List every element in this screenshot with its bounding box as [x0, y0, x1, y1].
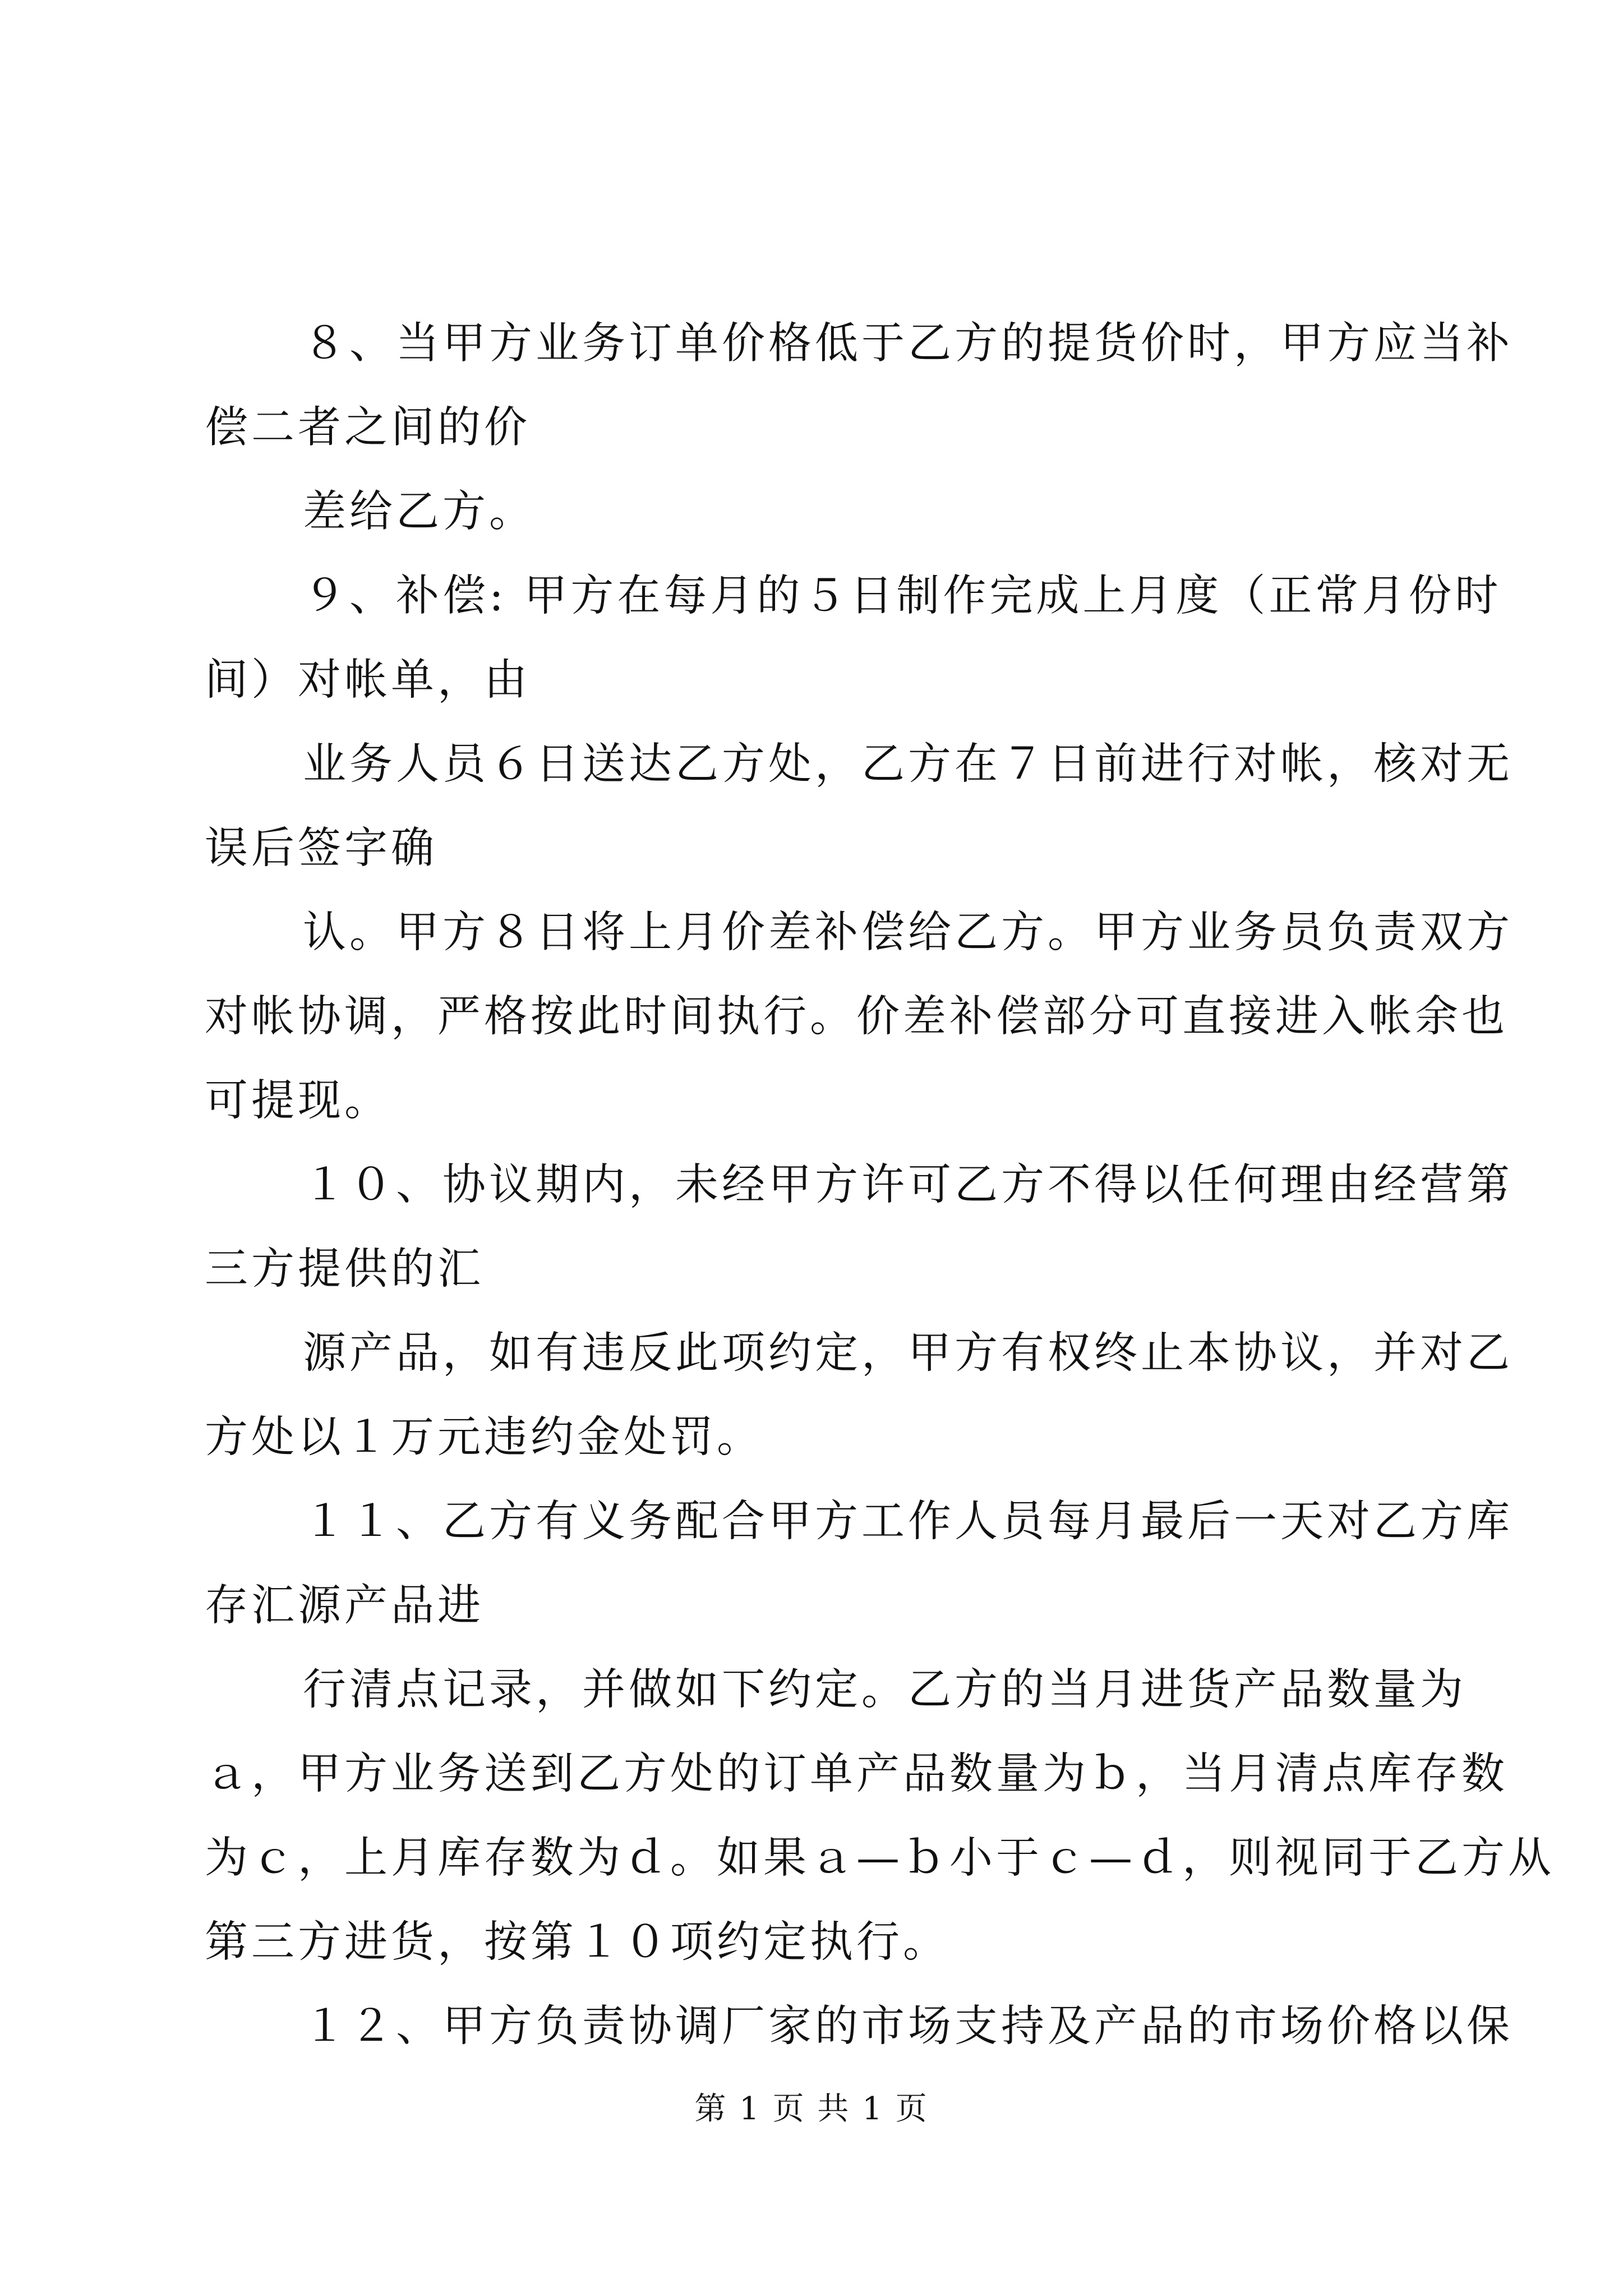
text-line: 差给乙方。 [303, 487, 536, 537]
text-line: 间）对帐单，由 [205, 655, 531, 705]
text-line: 误后签字确 [205, 823, 437, 873]
text-line: 业务人员６日送达乙方处，乙方在７日前进行对帐，核对无 [303, 739, 1513, 789]
text-line: 可提现。 [205, 1076, 391, 1126]
text-line: 认。甲方８日将上月价差补偿给乙方。甲方业务员负责双方 [303, 908, 1513, 958]
page-number: 第 1 页 共 1 页 [694, 2091, 929, 2127]
text-line: ８、当甲方业务订单价格低于乙方的提货价时，甲方应当补 [303, 319, 1513, 369]
text-line: ａ，甲方业务送到乙方处的订单产品数量为ｂ，当月清点库存数 [205, 1749, 1508, 1799]
text-line: １１、乙方有义务配合甲方工作人员每月最后一天对乙方库 [303, 1497, 1513, 1547]
text-line: 为ｃ，上月库存数为ｄ。如果ａ—ｂ小于ｃ—ｄ，则视同于乙方从 [205, 1833, 1555, 1883]
page-footer [0, 2090, 1623, 2129]
text-line: 第三方进货，按第１０项约定执行。 [205, 1917, 949, 1967]
text-line: １２、甲方负责协调厂家的市场支持及产品的市场价格以保 [303, 2001, 1513, 2051]
text-line: 对帐协调，严格按此时间执行。价差补偿部分可直接进入帐余也 [205, 992, 1508, 1042]
text-line: 方处以１万元违约金处罚。 [205, 1412, 763, 1462]
text-line: 源产品，如有违反此项约定，甲方有权终止本协议，并对乙 [303, 1328, 1513, 1378]
text-line: 偿二者之间的价 [205, 403, 531, 453]
text-line: ９、补偿: 甲方在每月的５日制作完成上月度（正常月份时 [303, 571, 1502, 621]
document-body [205, 302, 1555, 2069]
text-line: 行清点记录，并做如下约定。乙方的当月进货产品数量为 [303, 1665, 1467, 1715]
text-line: 三方提供的汇 [205, 1244, 484, 1294]
text-line: １０、协议期内，未经甲方许可乙方不得以任何理由经营第 [303, 1160, 1513, 1210]
text-line: 存汇源产品进 [205, 1581, 484, 1631]
